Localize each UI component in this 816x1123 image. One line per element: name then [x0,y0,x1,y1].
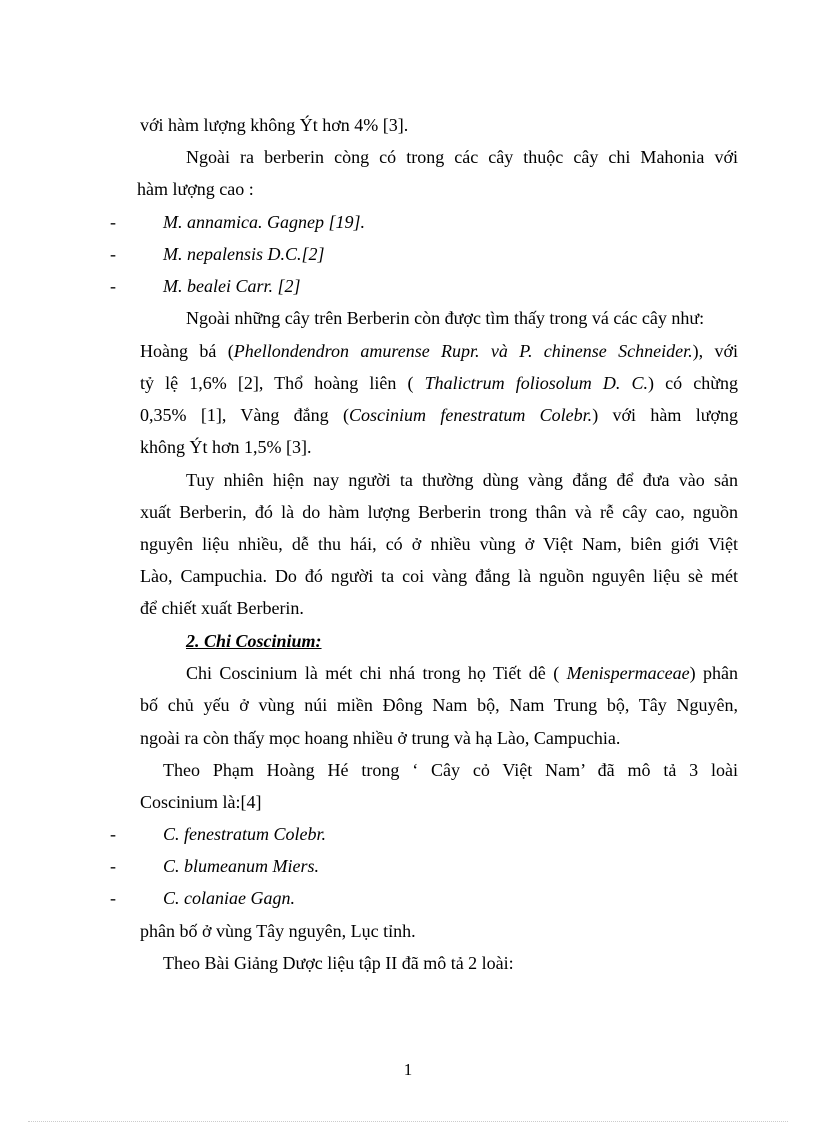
paragraph-line: Ngoài ra berberin còng có trong các cây thuộc cây chi Mahonia với [186,147,738,167]
paragraph-line: Tuy nhiên hiện nay người ta thường dùng vàng đắng để đưa vào sản [186,470,738,490]
paragraph-line: hàm lượng cao : [137,179,254,199]
paragraph-line: Coscinium là:[4] [140,792,262,812]
page-number: 1 [403,1060,413,1079]
footer-divider [28,1121,788,1122]
list-bullet: - [110,244,116,264]
paragraph-line: Theo Bài Giảng Dược liệu tập II đã mô tả 2 loài: [163,953,514,973]
list-item: M. bealei Carr. [2] [163,276,301,296]
paragraph-line: 0,35% [1], Vàng đắng (Coscinium fenestratum Colebr.) với hàm lượng [140,405,738,425]
paragraph-line: Chi Coscinium là mét chi nhá trong họ Tiết dê ( Menispermaceae) phân [186,663,739,683]
paragraph-line: nguyên liệu nhiều, dễ thu hái, có ở nhiều vùng ở Việt Nam, biên giới Việt [140,534,738,554]
paragraph-line: để chiết xuất Berberin. [140,598,304,618]
list-item: M. annamica. Gagnep [19]. [163,212,365,232]
paragraph-line: xuất Berberin, đó là do hàm lượng Berberin trong thân và rễ cây cao, nguồn [140,502,738,522]
paragraph-line: Theo Phạm Hoàng Hé trong ‘ Cây cỏ Việt Nam’ đã mô tả 3 loài [163,760,738,780]
list-bullet: - [110,276,116,296]
paragraph-line: không Ýt hơn 1,5% [3]. [140,437,312,457]
paragraph-line: phân bố ở vùng Tây nguyên, Lục tỉnh. [140,921,416,941]
list-bullet: - [110,888,116,908]
paragraph-line: Ngoài những cây trên Berberin còn được tìm thấy trong vá các cây như: [186,308,705,328]
list-item: C. colaniae Gagn. [163,888,295,908]
list-item: C. blumeanum Miers. [163,856,319,876]
paragraph-line: tỷ lệ 1,6% [2], Thổ hoàng liên ( Thalictrum foliosolum D. C.) có chừng [140,373,738,393]
paragraph-line: ngoài ra còn thấy mọc hoang nhiều ở trung và hạ Lào, Campuchia. [140,728,621,748]
list-bullet: - [110,824,116,844]
paragraph-line: Hoàng bá (Phellondendron amurense Rupr. và P. chinense Schneider.), với [140,341,738,361]
paragraph-line: với hàm lượng không Ýt hơn 4% [3]. [140,115,409,135]
paragraph-line: bố chủ yếu ở vùng núi miền Đông Nam bộ, Nam Trung bộ, Tây Nguyên, [140,695,738,715]
section-heading: 2. Chi Coscinium: [186,631,322,651]
list-bullet: - [110,856,116,876]
list-bullet: - [110,212,116,232]
list-item: M. nepalensis D.C.[2] [163,244,325,264]
paragraph-line: Lào, Campuchia. Do đó người ta coi vàng đắng là nguồn nguyên liệu sè mét [140,566,738,586]
list-item: C. fenestratum Colebr. [163,824,327,844]
